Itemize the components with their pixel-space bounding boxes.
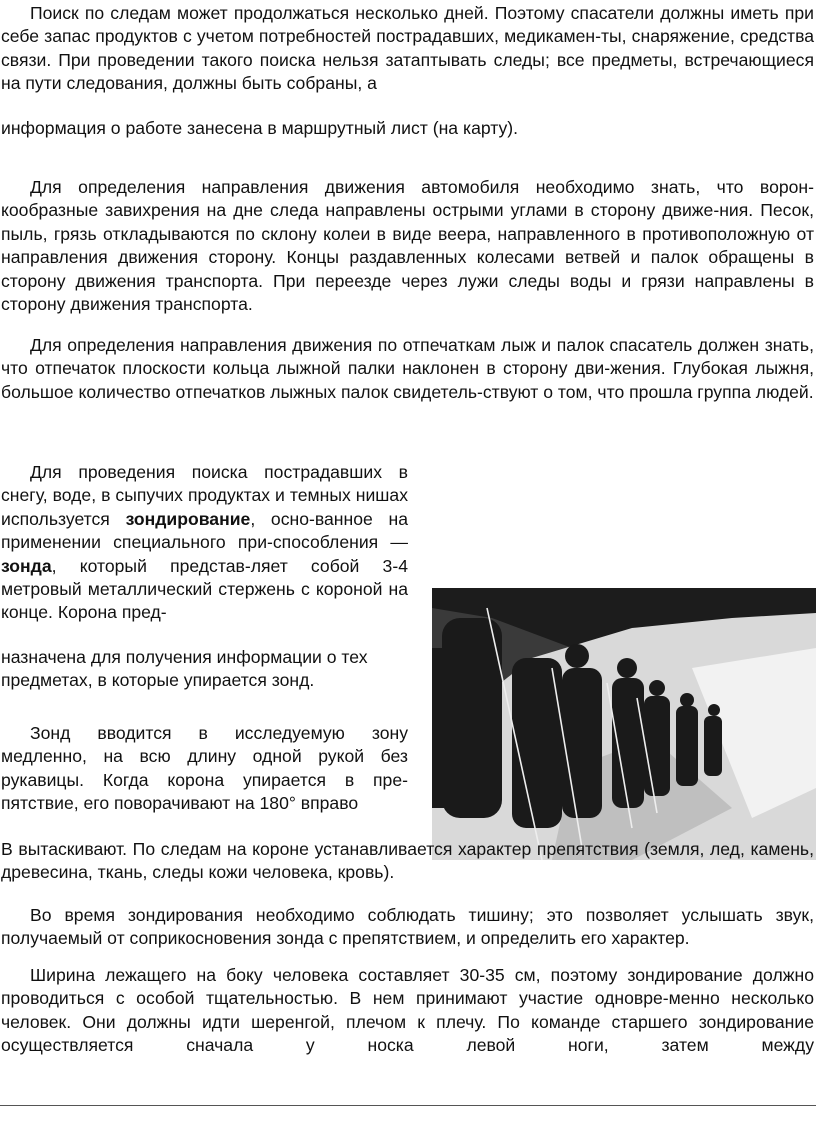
paragraph-silence: Во время зондирования необходимо соблюдать тишину; это позволяет услышать звук, получаемый от соприкосновения зонда с препятствием, и определить его характер. [1, 905, 814, 949]
paragraph-probe-crown: назначена для получения информации о тех предметах, в которые упирается зонд. [1, 647, 368, 691]
probing-text-1: Для проведения поиска пострадавших в снегу, воде, в сыпучих продуктах и темных нишах используется [1, 462, 408, 529]
paragraph-probe-removal: В вытаскивают. По следам на короне устанавливается характер препятствия (земля, лед, камень, древесина, ткань, следы кожи человека, кровь). [1, 839, 814, 883]
term-probing: зондирование [125, 508, 251, 529]
paragraph-trail-search-end: информация о работе занесена в маршрутный лист (на карту). [1, 118, 519, 138]
paragraph-vehicle-direction: Для определения направления движения автомобиля необходимо знать, что ворон-кообразные завихрения на дне следа направлены острыми углами в сторону движе-ния. Песок, пыль, грязь откладываются по склону колеи в виде веера, направленного в противоположную от направления движения сторону. Концы раздавленных колесами ветвей и палок обращены в сторону движения транспорта. При переезде через лужи следы воды и грязи направлены в сторону движения транспорта. [1, 177, 814, 315]
term-probe: зонда [1, 555, 52, 576]
paragraph-probing-intro [1, 461, 408, 625]
rescuers-probing-photo [432, 588, 816, 860]
rescuers-photo-drawing [432, 588, 816, 860]
probing-text-2: , осно-ванное на применении специального при-способления — [1, 508, 409, 553]
paragraph-trail-search: Поиск по следам может продолжаться несколько дней. Поэтому спасатели должны иметь при себе запас продуктов с учетом потребностей пострадавших, медикамен-ты, снаряжение, средства связи. При проведении такого поиска нельзя затаптывать следы; все предметы, встречающиеся на пути следования, должны быть собраны, а [1, 3, 814, 94]
paragraph-probe-insertion: Зонд вводится в исследуемую зону медленно, на всю длину одной рукой без рукавицы. Когда корона упирается в пре-пятствие, его поворачивают на 180° вправо [1, 723, 408, 814]
paragraph-ski-tracks: Для определения направления движения по отпечаткам лыж и палок спасатель должен знать, что отпечаток плоскости кольца лыжной палки наклонен в сторону дви-жения. Глубокая лыжня, большое количество отпечатков лыжных палок свидетель-ствуют о том, что прошла группа людей. [1, 335, 814, 402]
paragraph-body-width: Ширина лежащего на боку человека составляет 30-35 см, поэтому зондирование должно проводиться с особой тщательностью. В нем принимают участие одновре-менно несколько человек. Они должны идти шеренгой, плечом к плечу. По команде старшего зондирование осуществляется сначала у носка левой ноги, затем между [1, 965, 814, 1056]
footer-divider [0, 1105, 816, 1106]
probing-text-3: , который представ-ляет собой 3-4 метровый металлический стержень с короной на конце. Корона пред- [1, 555, 408, 623]
